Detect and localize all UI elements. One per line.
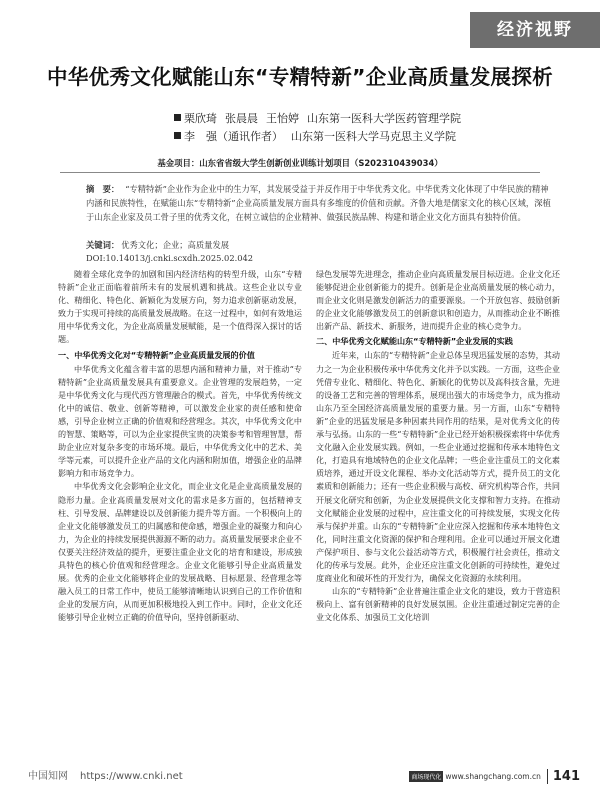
abstract bbox=[86, 182, 556, 225]
body-column-left bbox=[58, 268, 302, 750]
page-footer bbox=[409, 769, 580, 784]
section-heading: 二、中华优秀文化赋能山东“专精特新”企业发展的实践 bbox=[316, 336, 513, 347]
body-column-right bbox=[316, 268, 560, 750]
paragraph: 绿色发展等先进理念，推动企业向高质量发展目标迈进。企业文化还能够促进企业创新能力的提升。创新是企业高质量发展的核心动力，而企业文化则是激发创新活力的重要源泉。一个开放包容、鼓励创新的企业文化能够激发员工的创新意识和创造力，从而推动企业不断推出新产品、新技术、新服务，进而提升企业的核心竞争力。 bbox=[316, 269, 560, 332]
fund-line: 基金项目：山东省省级大学生创新创业训练计划项目（S202310439034） bbox=[157, 158, 443, 168]
paragraph: 随着全球化竞争的加剧和国内经济结构的转型升级，山东“专精特新”企业正面临着前所未有的发展机遇和挑战。这些企业以专业化、精细化、特色化、新颖化为发展方向，努力追求创新驱动发展，致力于实现可持续的高质量发展战略。在这一过程中，如何有效地运用中华优秀文化，为企业高质量发展赋能，是一个值得深入探讨的话题。 bbox=[58, 269, 302, 345]
author-name: 李 强（通讯作者） bbox=[184, 130, 283, 143]
abstract-label: 摘 要： bbox=[86, 184, 120, 194]
section-tag: 经济视野 bbox=[470, 12, 600, 48]
author-name: 张晨晨 bbox=[225, 112, 258, 125]
keywords-text: 优秀文化；企业；高质量发展 bbox=[121, 240, 230, 250]
paragraph: 山东的“专精特新”企业普遍注重企业文化的建设，致力于营造积极向上、富有创新精神的良好发展氛围。企业注重通过制定完善的企业文化体系、加强员工文化培训 bbox=[316, 586, 560, 623]
authors-line-2 bbox=[174, 128, 464, 144]
magazine-logo: 商场现代化 bbox=[409, 771, 443, 782]
authors-line-1 bbox=[174, 110, 469, 126]
author-name: 栗欣琦 bbox=[184, 112, 217, 125]
cnki-url[interactable]: https://www.cnki.net bbox=[80, 771, 183, 782]
square-bullet-icon bbox=[174, 114, 181, 121]
paragraph: 中华优秀文化蕴含着丰富的思想内涵和精神力量，对于推动“专精特新”企业高质量发展具有重要意义。企业管理的发展趋势，一定是中华优秀文化与现代西方管理融合的模式。首先，中华优秀传统文化中的诚信、敬业、创新等精神，可以激发企业家的责任感和使命感，引导企业树立正确的价值观和经营理念。其次，中华优秀文化中的智慧、策略等，可以为企业家提供宝贵的决策参考和管理智慧，帮助企业应对复杂多变的市场环境。最后，中华优秀文化中的艺术、美学等元素，可以提升企业产品的文化内涵和附加值，增强企业的品牌影响力和市场竞争力。 bbox=[58, 363, 302, 479]
page-number: 141 bbox=[547, 769, 580, 784]
cnki-brand: 中国知网 bbox=[28, 771, 68, 782]
keywords bbox=[86, 239, 229, 252]
article-title: 中华优秀文化赋能山东“专精特新”企业高质量发展探析 bbox=[47, 65, 553, 89]
abstract-text: “专精特新”企业作为企业中的生力军，其发展受益于并反作用于中华优秀文化。中华优秀文化体现了中华民族的精神内涵和民族特性，在赋能山东“专精特新”企业高质量发展方面具有多维度的价值和贡献。齐鲁大地是儒家文化的核心区域，深植于山东企业家及员工骨子里的优秀文化，在树立诚信的企业精神、做强民族品牌、构建和谐企业文化方面具有独特价值。 bbox=[86, 184, 551, 223]
square-bullet-icon bbox=[174, 132, 181, 139]
divider bbox=[60, 172, 540, 173]
author-affiliation: 山东第一医科大学医药管理学院 bbox=[307, 112, 461, 125]
author-name: 王怡婷 bbox=[266, 112, 299, 125]
author-affiliation: 山东第一医科大学马克思主义学院 bbox=[291, 130, 456, 143]
paragraph: 中华优秀文化会影响企业文化，而企业文化是企业高质量发展的隐形力量。企业高质量发展对文化的需求是多方面的，包括精神支柱、引导发展、品牌建设以及创新能力提升等方面。一个积极向上的企业文化能够激发员工的归属感和使命感，增强企业的凝聚力和向心力，为企业的持续发展提供源源不断的动力。高质量发展要求企业不仅要关注经济效益的提升，更要注重企业文化的培育和建设，形成独具特色的核心价值观和经营理念。企业文化能够引导企业高质量发展。优秀的企业文化能够将企业的发展战略、目标愿景、经营理念等融入员工的日常工作中，使员工能够清晰地认识到自己的工作价值和企业的发展方向，从而更加积极地投入到工作中。同时，企业文化还能够引导企业树立正确的价值导向，坚持创新驱动、 bbox=[58, 481, 302, 623]
magazine-url[interactable]: www.shangchang.com.cn bbox=[445, 772, 541, 781]
section-heading: 一、中华优秀文化对“专精特新”企业高质量发展的价值 bbox=[58, 349, 255, 360]
doi: DOI:10.14013/j.cnki.scxdh.2025.02.042 bbox=[86, 253, 254, 263]
keywords-label: 关键词： bbox=[86, 240, 120, 250]
paragraph: 近年来，山东的“专精特新”企业总体呈现迅猛发展的态势，其动力之一为企业积极传承中华优秀文化并予以实践。一方面，这些企业凭借专业化、精细化、特色化、新颖化的优势以及高科技含量，先进的设备工艺和完善的管理体系，展现出强大的市场竞争力，成为推动山东乃至全国经济高质量发展的重要力量。另一方面，山东“专精特新”企业的迅猛发展是多种因素共同作用的结果，是对优秀文化的传承与弘扬。山东的一些“专精特新”企业已经开始积极探索将中华优秀文化融入企业发展实践。例如，一些企业通过挖掘和传承本地特色文化，打造具有地域特色的企业文化品牌；一些企业注重员工的文化素质培养，通过开设文化课程、举办文化活动等方式，提升员工的文化素质和创新能力；还有一些企业积极与高校、研究机构等合作，共同开展文化研究和创新，为企业发展提供文化支撑和智力支持。在推动文化赋能企业发展的过程中，应注重文化的可持续发展，实现文化传承与保护并重。山东的“专精特新”企业应深入挖掘和传承本地特色文化，同时注重文化资源的保护和合理利用。企业可以通过开展文化遗产保护项目、参与文化公益活动等方式，积极履行社会责任，推动文化的传承与发展。此外，企业还应注重文化创新的可持续性，避免过度商业化和破坏性的开发行为，确保文化资源的永续利用。 bbox=[316, 350, 560, 584]
